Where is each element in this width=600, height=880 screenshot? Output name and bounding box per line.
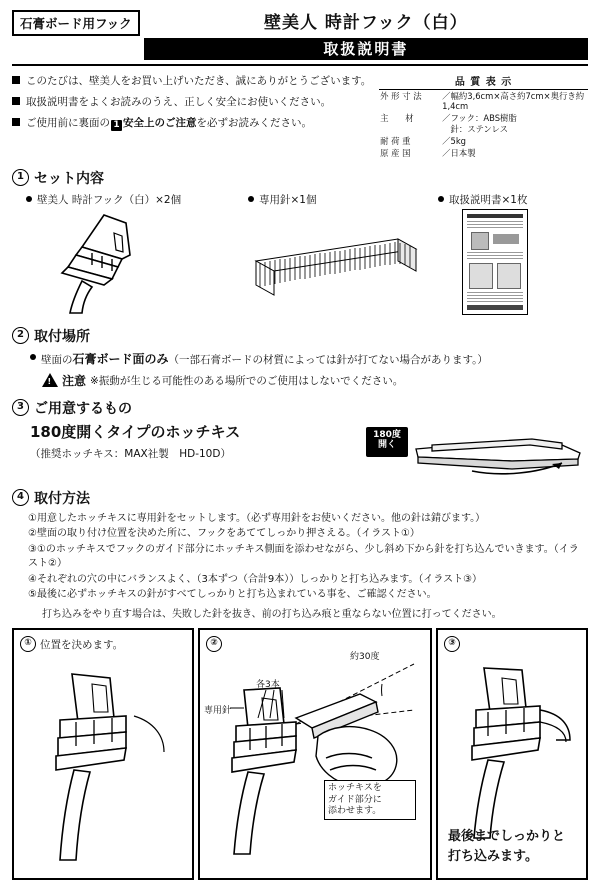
caution-text: ※振動が生じる可能性のある場所でのご使用はしないでください。	[90, 374, 404, 387]
count-annotation: 各3本	[256, 680, 280, 691]
panel-label: 位置を決めます。	[40, 639, 124, 652]
header-divider	[12, 64, 588, 66]
stapler-illustration	[360, 421, 588, 479]
panel-3-drawing-icon	[444, 652, 594, 842]
needle-annotation: 専用針	[204, 706, 232, 717]
panel-3-caption-line-2: 打ち込みます。	[448, 848, 538, 864]
quality-key: 外 形 寸 法	[380, 90, 422, 101]
prepare-text	[30, 421, 360, 479]
quality-value: ／幅約3,6cm×高さ約7cm×奥行き約1,4cm	[442, 90, 585, 112]
intro-line	[12, 73, 375, 88]
stapler-drawing-icon	[412, 423, 588, 481]
badge-line-1: 180度	[373, 429, 401, 440]
section-title: ご用意するもの	[34, 400, 132, 417]
badge-180-degrees	[366, 427, 408, 457]
hook-illustration	[26, 209, 248, 317]
dot-bullet-icon	[30, 354, 36, 360]
hook-stem-icon	[70, 281, 92, 313]
section-set-contents-header	[12, 168, 588, 188]
set-item-staples	[248, 192, 438, 317]
caution-row	[42, 372, 588, 389]
intro-safety-c: を必ずお読みください。	[196, 117, 312, 129]
set-item-label: 専用針×1個	[259, 193, 317, 206]
panel-number: ①	[20, 636, 36, 652]
intro-line	[12, 94, 375, 109]
method-step: ③①のホッチキスでフックのガイド部分にホッチキス側面を添わせながら、少し斜め下から針を打ち込んでいきます。（イラスト②）	[28, 543, 579, 570]
table-row	[379, 147, 588, 159]
table-row	[379, 90, 588, 112]
square-bullet-icon	[12, 97, 20, 105]
set-item-manual	[438, 192, 588, 317]
set-item-label: 壁美人 時計フック（白）×2個	[37, 193, 182, 206]
dot-bullet-icon	[26, 196, 32, 202]
square-bullet-icon	[12, 118, 20, 126]
quality-value: ／フック：ABS樹脂	[442, 112, 517, 123]
section-number: 3	[12, 399, 29, 416]
panel-1-drawing-icon	[14, 660, 192, 875]
note-line-2: ガイド部分に	[328, 794, 382, 805]
quality-key: 耐 荷 重	[380, 136, 411, 147]
prepare-subline: （推奨ホッチキス：MAX社製 HD-10D）	[30, 447, 231, 460]
intro-line-safety	[12, 115, 375, 131]
place-line-text: 壁面の石膏ボード面のみ（一部石膏ボードの材質によっては針が打てない場合があります。）	[41, 351, 488, 366]
panel-number: ③	[444, 636, 460, 652]
illustration-panels	[12, 628, 588, 880]
section-title: セット内容	[34, 170, 104, 187]
method-step: ④それぞれの穴の中にバランスよく、（3本ずつ（合計9本））しっかりと打ち込みます。（イラスト③）	[28, 573, 483, 585]
set-item-caption	[438, 192, 588, 207]
panel-number: ②	[206, 636, 222, 652]
method-step: ①用意したホッチキスに専用針をセットします。（必ず専用針をお使いください。他の針は錆びます。）	[28, 512, 486, 524]
page-title: 壁美人 時計フック（白）	[263, 13, 468, 33]
quality-table-grid	[379, 90, 588, 159]
section-prepare-header	[12, 398, 588, 418]
intro-line-text: このたびは、壁美人をお買い上げいただき、誠にありがとうございます。	[26, 75, 372, 87]
quality-table	[379, 73, 588, 159]
panel-2	[198, 628, 432, 880]
section-place-header	[12, 326, 588, 346]
panel-3-caption-line-1: 最後までしっかりと	[448, 829, 566, 845]
manual-sheet-illustration	[462, 209, 528, 315]
section-number: 4	[12, 489, 29, 506]
intro-line-text: 取扱説明書をよくお読みのうえ、正しく安全にお使いください。	[26, 96, 332, 108]
quality-key	[379, 124, 441, 136]
panel-3-caption	[448, 827, 565, 866]
dot-bullet-icon	[438, 196, 444, 202]
method-step: ⑤最後に必ずホッチキスの針がすべてしっかりと打ち込まれている事を、ご確認ください。	[28, 589, 437, 601]
section-number: 2	[12, 327, 29, 344]
staples-illustration	[248, 209, 438, 317]
warning-triangle-icon	[42, 373, 58, 387]
intro-text-block	[12, 73, 375, 159]
table-row	[379, 112, 588, 124]
quality-value: ／日本製	[442, 147, 476, 158]
place-line	[30, 350, 588, 367]
set-item-hook	[26, 192, 248, 317]
table-row	[379, 136, 588, 148]
page-subtitle: 取扱説明書	[144, 38, 588, 60]
section-title: 取付場所	[34, 328, 90, 345]
intro-safety-a: ご使用前に裏面の	[26, 117, 110, 129]
section-title: 取付方法	[34, 490, 90, 507]
quality-key: 主 材	[380, 112, 414, 123]
panel-2-drawing-icon	[200, 632, 430, 877]
method-redo-note: 打ち込みをやり直す場合は、失敗した針を抜き、前の打ち込み痕と重ならない位置に打ってください。	[42, 608, 502, 620]
angle-annotation: 約30度	[350, 652, 380, 663]
section-method-header	[12, 488, 588, 508]
table-row	[379, 124, 588, 136]
section-number: 1	[12, 169, 29, 186]
method-steps	[28, 512, 588, 623]
note-line-3: 添わせます。	[328, 805, 382, 816]
header-left-label: 石膏ボード用フック	[12, 10, 140, 36]
safety-number-badge: 1	[111, 120, 122, 131]
quality-value: ／5kg	[442, 136, 466, 147]
intro-safety-bold: 安全上のご注意	[123, 117, 197, 129]
quality-table-title: 品 質 表 示	[379, 73, 588, 90]
stapler-guide-note	[324, 780, 416, 820]
intro-safety-text	[26, 115, 312, 131]
hook-drawing-icon	[26, 209, 146, 317]
note-line-1: ホッチキスを	[328, 783, 382, 794]
set-contents-items	[26, 192, 588, 317]
quality-value: 針：ステンレス	[442, 124, 509, 135]
prepare-headline: 180度開くタイプのホッチキス	[30, 422, 241, 441]
set-item-label: 取扱説明書×1枚	[449, 193, 528, 206]
set-item-caption	[248, 192, 438, 207]
method-step: ②壁面の取り付け位置を決めた所に、フックをあててしっかり押さえる。（イラスト①）	[28, 528, 420, 540]
caution-label: 注意	[62, 373, 87, 388]
badge-line-2: 開く	[377, 440, 396, 451]
header-right	[144, 10, 588, 60]
intro-section	[12, 73, 588, 159]
staple-strip-icon	[248, 209, 423, 317]
quality-key: 原 産 国	[380, 147, 411, 158]
panel-3	[436, 628, 588, 880]
header	[12, 10, 588, 60]
prepare-body	[12, 421, 588, 479]
dot-bullet-icon	[248, 196, 254, 202]
place-line-bold: 石膏ボード面のみ	[72, 351, 169, 366]
panel-1	[12, 628, 194, 880]
set-item-caption	[26, 192, 248, 207]
square-bullet-icon	[12, 76, 20, 84]
